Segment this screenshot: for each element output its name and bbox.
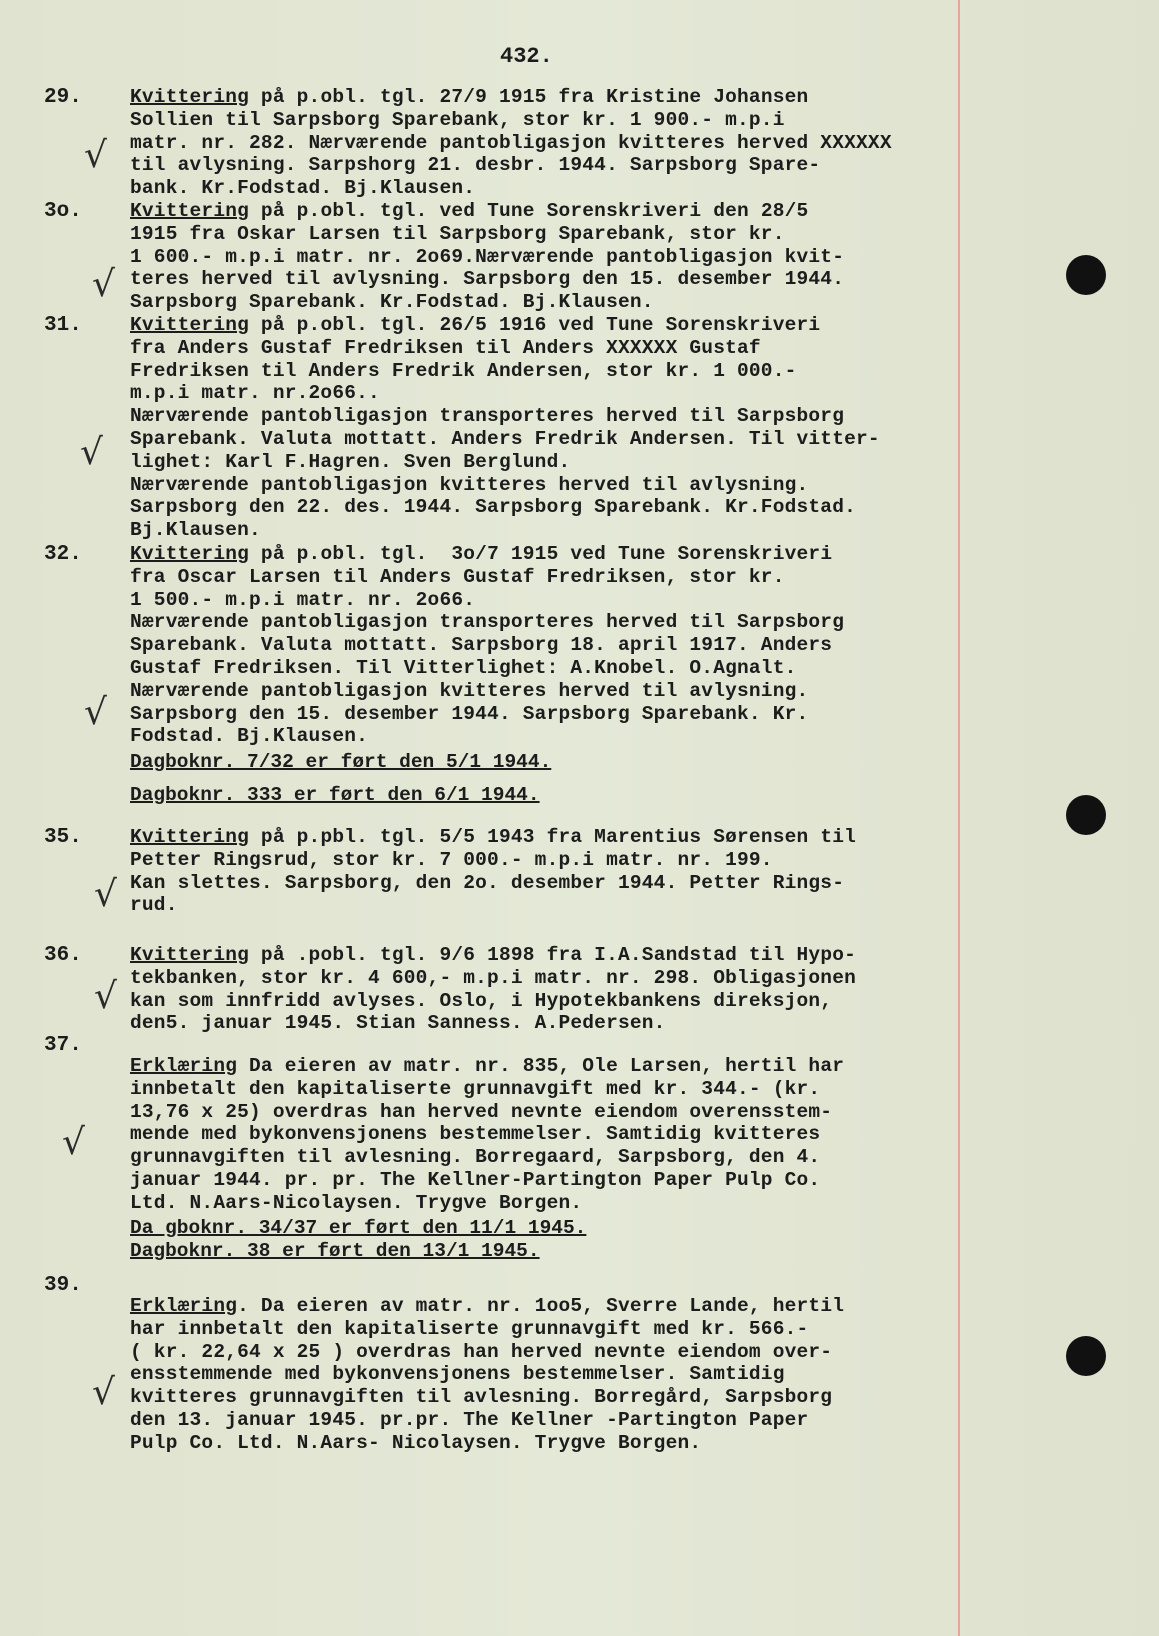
page-number: 432. [500,44,553,69]
punch-hole-1 [1066,255,1106,295]
diary-note: Dagboknr. 38 er ført den 13/1 1945. [130,1240,540,1262]
entry-body: på p.obl. tgl. 27/9 1915 fra Kristine Johansen Sollien til Sarpsborg Sparebank, stor kr. 1 900.- m.p.i matr. nr. 282. Nærværende pantobligasjon kvitteres herved XXXXXX til avlysning. Sarpshorg 21. desbr. 1944. Sarpsborg Spare- bank. Kr.Fodstad. Bj.Klausen. [130,86,892,200]
entry-body: på p.obl. tgl. 26/5 1916 ved Tune Sorenskriveri fra Anders Gustaf Fredriksen til Anders XXXXXX Gustaf Fredriksen til Anders Fredrik Andersen, stor kr. 1 000.- m.p.i matr. nr.2o66.. Nærværende pantobligasjon transporteres herved til Sarpsborg Sparebank. Valuta mottatt. Anders Fredrik Andersen. Til vitter- lighet: Karl F.Hagren. Sven Berglund. Nærværende pantobligasjon kvitteres herved til avlysning. Sarpsborg den 22. des. 1944. Sarpsborg Sparebank. Kr.Fodstad. Bj.Klausen. [130,314,880,542]
entry-heading: Kvittering [130,543,250,565]
entry-text [130,543,970,748]
entry-text [130,826,970,917]
diary-note: Da gboknr. 34/37 er ført den 11/1 1945. [130,1217,587,1239]
entry-number: 31. [44,314,82,337]
entry-body: på p.obl. tgl. 3o/7 1915 ved Tune Sorenskriveri fra Oscar Larsen til Anders Gustaf Fredriksen, stor kr. 1 500.- m.p.i matr. nr. 2o66. Nærværende pantobligasjon transporteres herved til Sarpsborg Sparebank. Valuta mottatt. Sarpsborg 18. april 1917. Anders Gustaf Fredriksen. Til Vitterlighet: A.Knobel. O.Agnalt. Nærværende pantobligasjon kvitteres herved til avlysning. Sarpsborg den 15. desember 1944. Sarpsborg Sparebank. Kr. Fodstad. Bj.Klausen. [130,543,845,748]
entry-heading: Kvittering [130,314,250,336]
checkmark-icon: √ [94,874,117,915]
checkmark-icon: √ [84,135,107,176]
diary-note: Dagboknr. 7/32 er ført den 5/1 1944. [130,751,552,773]
entry-heading: Erklæring [130,1295,238,1317]
punch-hole-3 [1066,1336,1106,1376]
entry-body: . Da eieren av matr. nr. 1oo5, Sverre Lande, hertil har innbetalt den kapitaliserte grunnavgift med kr. 566.- ( kr. 22,64 x 25 ) overdras han herved nevnte eiendom over- ensstemmende med bykonvensjonens bestemmelser. Samtidig kvitteres grunnavgiften til avlesning. Borregård, Sarpsborg den 13. januar 1945. pr.pr. The Kellner -Partington Paper Pulp Co. Ltd. N.Aars- Nicolaysen. Trygve Borgen. [130,1295,845,1454]
checkmark-icon: √ [92,1372,115,1413]
checkmark-icon: √ [92,264,115,305]
entry-text [130,944,970,1035]
entry-heading: Erklæring [130,1055,238,1077]
entry-body: på p.obl. tgl. ved Tune Sorenskriveri den 28/5 1915 fra Oskar Larsen til Sarpsborg Sparebank, stor kr. 1 600.- m.p.i matr. nr. 2o69.Nærværende pantobligasjon kvit- teres herved til avlysning. Sarpsborg den 15. desember 1944. Sarpsborg Sparebank. Kr.Fodstad. Bj.Klausen. [130,200,845,314]
punch-hole-2 [1066,795,1106,835]
entry-body: Da eieren av matr. nr. 835, Ole Larsen, hertil har innbetalt den kapitaliserte grunnavgift med kr. 344.- (kr. 13,76 x 25) overdras han herved nevnte eiendom overensstem- mende med bykonvensjonens bestemmelser. Samtidig kvitteres grunnavgiften til avlesning. Borregaard, Sarpsborg, den 4. januar 1944. pr. pr. The Kellner-Partington Paper Pulp Co. Ltd. N.Aars-Nicolaysen. Trygve Borgen. [130,1055,845,1214]
entry-text [130,1055,970,1215]
entry-number: 32. [44,543,82,566]
entry-number: 36. [44,944,82,967]
checkmark-icon: √ [94,976,117,1017]
entry-heading: Kvittering [130,826,250,848]
entry-number: 29. [44,86,82,109]
entry-body: på .pobl. tgl. 9/6 1898 fra I.A.Sandstad til Hypo- tekbanken, stor kr. 4 600,- m.p.i matr. nr. 298. Obligasjonen kan som innfridd avlyses. Oslo, i Hypotekbankens direksjon, den5. januar 1945. Stian Sanness. A.Pedersen. [130,944,857,1035]
entry-text [130,86,970,200]
checkmark-icon: √ [84,692,107,733]
entry-number: 39. [44,1274,82,1297]
checkmark-icon: √ [62,1122,85,1163]
entry-body: på p.pbl. tgl. 5/5 1943 fra Marentius Sørensen til Petter Ringsrud, stor kr. 7 000.- m.p.i matr. nr. 199. Kan slettes. Sarpsborg, den 2o. desember 1944. Petter Rings- rud. [130,826,857,917]
entry-number: 3o. [44,200,82,223]
entry-text [130,200,970,314]
entry-text [130,314,970,542]
checkmark-icon: √ [80,432,103,473]
diary-note: Dagboknr. 333 er ført den 6/1 1944. [130,784,540,806]
entry-text [130,1295,970,1455]
entry-heading: Kvittering [130,86,250,108]
entry-number: 35. [44,826,82,849]
entry-heading: Kvittering [130,200,250,222]
entry-number: 37. [44,1034,82,1057]
entry-heading: Kvittering [130,944,250,966]
